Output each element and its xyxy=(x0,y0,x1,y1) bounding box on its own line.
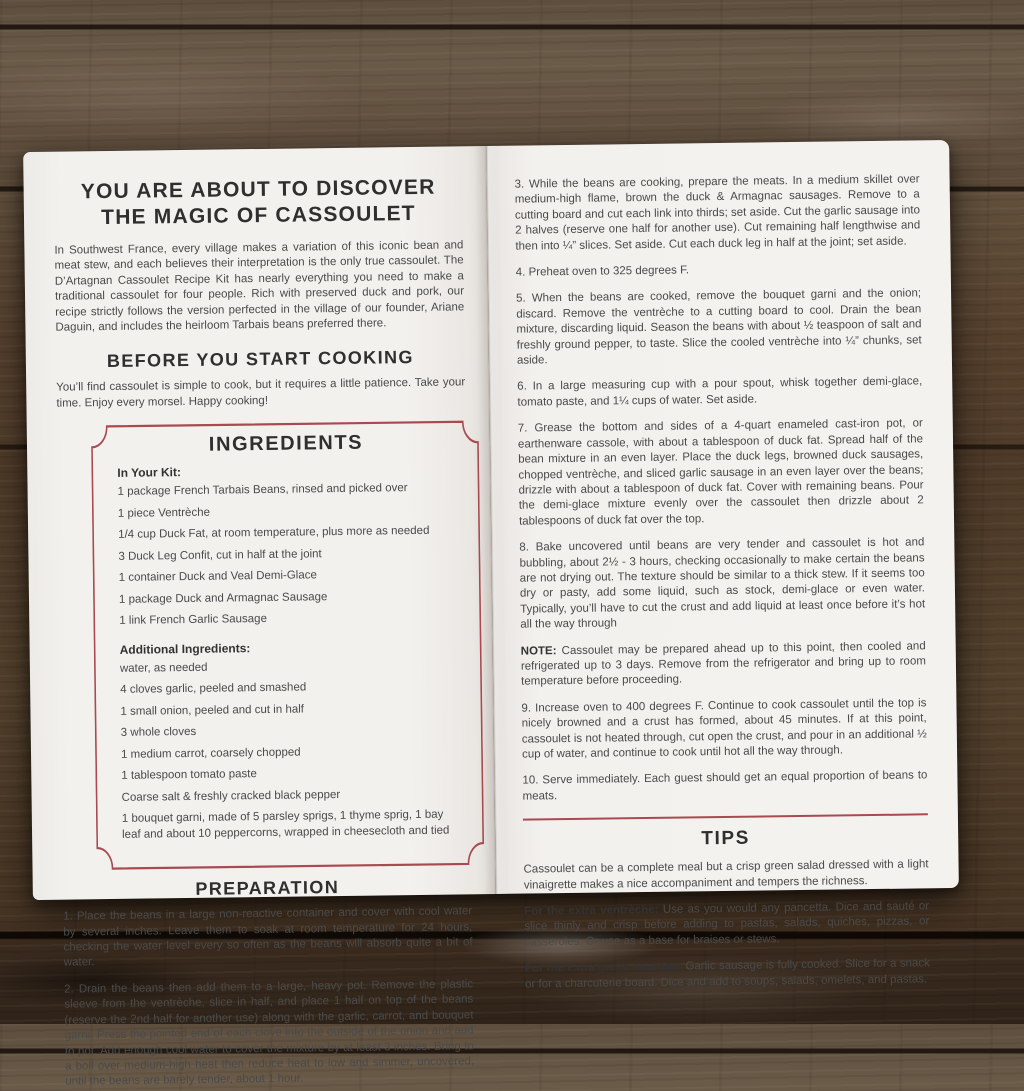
before-cooking-text: You’ll find cassoulet is simple to cook, but it requires a little patience. Take your time. Enjoy every morsel. Happy cooking! xyxy=(56,376,466,410)
prep-step-8: 8. Bake uncovered until beans are very tender and cassoulet is hot and bubbling, about 2½ - 3 hours, checking occasionally to make certain the beans are not drying out. The texture should be similar to a thick stew. If it seems too dry or pasty, add some liquid, such as stock, demi-glace or even water. Typically, you’ll have to cut the crust and add liquid at least once before it’s hot all the way through xyxy=(519,536,926,631)
before-cooking-heading: BEFORE YOU START COOKING xyxy=(106,347,414,372)
ingredient-item: 1 tablespoon tomato paste xyxy=(121,768,257,783)
note-text: Cassoulet may be prepared ahead up to this point, then cooled and refrigerated up to 3 days. Remove from the refrigerator and bring up to room temperature before proceeding. xyxy=(520,639,926,688)
tip-ventreche-text: Use as you would any pancetta. Dice and sauté or slice thinly and crisp before adding to pastas, salads, quiches, pizzas, or casseroles. Or use as a base for braises or stews. xyxy=(524,900,930,949)
ingredient-item: 1 medium carrot, coarsely chopped xyxy=(120,746,301,761)
ingredient-item: 1 link French Garlic Sausage xyxy=(119,613,268,628)
ingredients-heading: INGREDIENTS xyxy=(208,431,364,456)
tip-sausage-label: For the extra garlic sausage: xyxy=(524,960,683,975)
tips-heading: TIPS xyxy=(701,827,751,850)
title-line-1: YOU ARE ABOUT TO DISCOVER xyxy=(80,175,436,204)
ingredients-box xyxy=(91,420,485,870)
recipe-booklet xyxy=(23,140,959,1088)
intro-paragraph: In Southwest France, every village makes a variation of this iconic bean and meat stew, and each believes their interpretation is the only true cassoulet. The D’Artagnan Cassoulet Recipe Kit has nearly everything you need to make a traditional cassoulet for four people. Rich with preserved duck and pork, our recipe strictly follows the version perfected in the village of our founder, Ariane Daguin, and includes the heirloom Tarbais beans preferred there. xyxy=(54,239,465,334)
ingredient-item: 1 container Duck and Veal Demi-Glace xyxy=(118,569,317,585)
ingredients-frame-border xyxy=(91,420,485,870)
prep-step-5: 5. When the beans are cooked, remove the bouquet garni and the onion; discard. Remove the ventrèche to a cutting board to cool. Drain the bean mixture, discarding liquid. Season the beans with about ½ teaspoon of salt and freshly ground pepper, to taste. Slice the cooled ventrèche into ¼” chunks, set aside. xyxy=(516,287,922,367)
prep-step-6: 6. In a large measuring cup with a pour spout, whisk together demi-glace, tomato paste, and 1¼ cups of water. Set aside. xyxy=(517,375,923,409)
additional-label: Additional Ingredients: xyxy=(119,640,251,657)
note-label: NOTE: xyxy=(520,644,557,658)
booklet-left-page xyxy=(23,146,496,1088)
ingredient-item: 3 Duck Leg Confit, cut in half at the joint xyxy=(118,547,322,563)
ingredient-item: 4 cloves garlic, peeled and smashed xyxy=(120,681,307,697)
prep-step-3: 3. While the beans are cooking, prepare the meats. In a medium skillet over medium-high flame, brown the duck & Armagnac sausages. Remove to a cutting board and cut each link into thirds; set aside. Cut the garlic sausage into 2 halves (reserve one half for another use). Cut remaining half lengthwise and then into ¼” slices. Set aside. Cut each duck leg in half at the joint; set aside. xyxy=(514,173,921,253)
ingredient-item: 1 package Duck and Armagnac Sausage xyxy=(118,590,328,606)
preparation-heading: PREPARATION xyxy=(195,877,340,900)
ingredient-item: 3 whole cloves xyxy=(120,726,197,740)
ingredient-item: water, as needed xyxy=(119,661,208,675)
tip-sausage xyxy=(525,957,930,993)
prep-step-9: 9. Increase oven to 400 degrees F. Continue to cook cassoulet until the top is nicely browned and a crust has formed, about 45 minutes. If at this point, cassoulet is not heated through, cut open the crust, and pour in an additional ½ cup of water, and continue to cook until hot all the way through. xyxy=(521,697,927,761)
kit-label: In Your Kit: xyxy=(117,465,182,481)
tip-ventreche xyxy=(524,899,930,951)
tips-divider-line xyxy=(523,814,928,821)
ingredient-item: 1 package French Tarbais Beans, rinsed and picked over xyxy=(117,482,408,499)
booklet-right-page xyxy=(486,140,959,991)
prep-note xyxy=(521,639,927,691)
ingredient-item: 1 piece Ventrèche xyxy=(117,506,211,520)
prep-step-7: 7. Grease the bottom and sides of a 4-quart enameled cast-iron pot, or earthenware cassole, with about a tablespoon of duck fat. Spread half of the bean mixture in an even layer. Place the duck legs, browned duck sausages, chopped ventrèche, and sliced garlic sausage in an even layer over the beans; drizzle with about a tablespoon of duck fat. Cover with remaining beans. Pour the demi-glace mixture evenly over the cassoulet then drizzle about 2 tablespoons of duck fat over the top. xyxy=(517,417,924,528)
prep-step-10: 10. Serve immediately. Each guest should get an equal proportion of beans to meats. xyxy=(522,769,928,803)
prep-step-4: 4. Preheat oven to 325 degrees F. xyxy=(515,264,690,279)
ingredient-item: 1/4 cup Duck Fat, at room temperature, plus more as needed xyxy=(118,525,430,542)
prep-step-1: 1. Place the beans in a large non-reactive container and cover with cool water by several inches. Leave them to soak at room temperature for 24 hours, checking the water level every so often as the beans will absorb quite a bit of water. xyxy=(63,905,473,970)
title-line-2: THE MAGIC OF CASSOULET xyxy=(101,201,416,230)
tips-intro: Cassoulet can be a complete meal but a crisp green salad dressed with a light vinaigrette makes a nice accompaniment and tempers the richness. xyxy=(523,858,929,892)
ingredient-item: Coarse salt & freshly cracked black pepper xyxy=(121,788,341,804)
prep-step-2: 2. Drain the beans then add them to a large, heavy pot. Remove the plastic sleeve from the ventrèche, slice in half, and place 1 half on top of the beans (reserve the 2nd half for another use) along with the garlic, carrot, and bouquet garni. Press the pointed end of each clove into the outside of the onion and add to pot. Add enough cool water to cover the mixture by at least 3 inches. Bring to a boil over medium-high heat then reduce heat to low and simmer, uncovered, until the beans are barely tender, about 1 hour. xyxy=(64,978,475,1088)
ingredient-item: 1 small onion, peeled and cut in half xyxy=(120,703,305,718)
tip-ventreche-label: For the extra ventrèche: xyxy=(524,903,659,918)
page-title xyxy=(54,174,464,231)
ingredient-item: 1 bouquet garni, made of 5 parsley sprigs, 1 thyme sprig, 1 bay leaf and about 10 peppercorns, wrapped in cheesecloth and tied xyxy=(121,808,450,841)
tip-sausage-text: Garlic sausage is fully cooked. Slice for a snack or for a charcuterie board. Dice and add to soups, salads, omelets, and pastas. xyxy=(525,957,930,991)
